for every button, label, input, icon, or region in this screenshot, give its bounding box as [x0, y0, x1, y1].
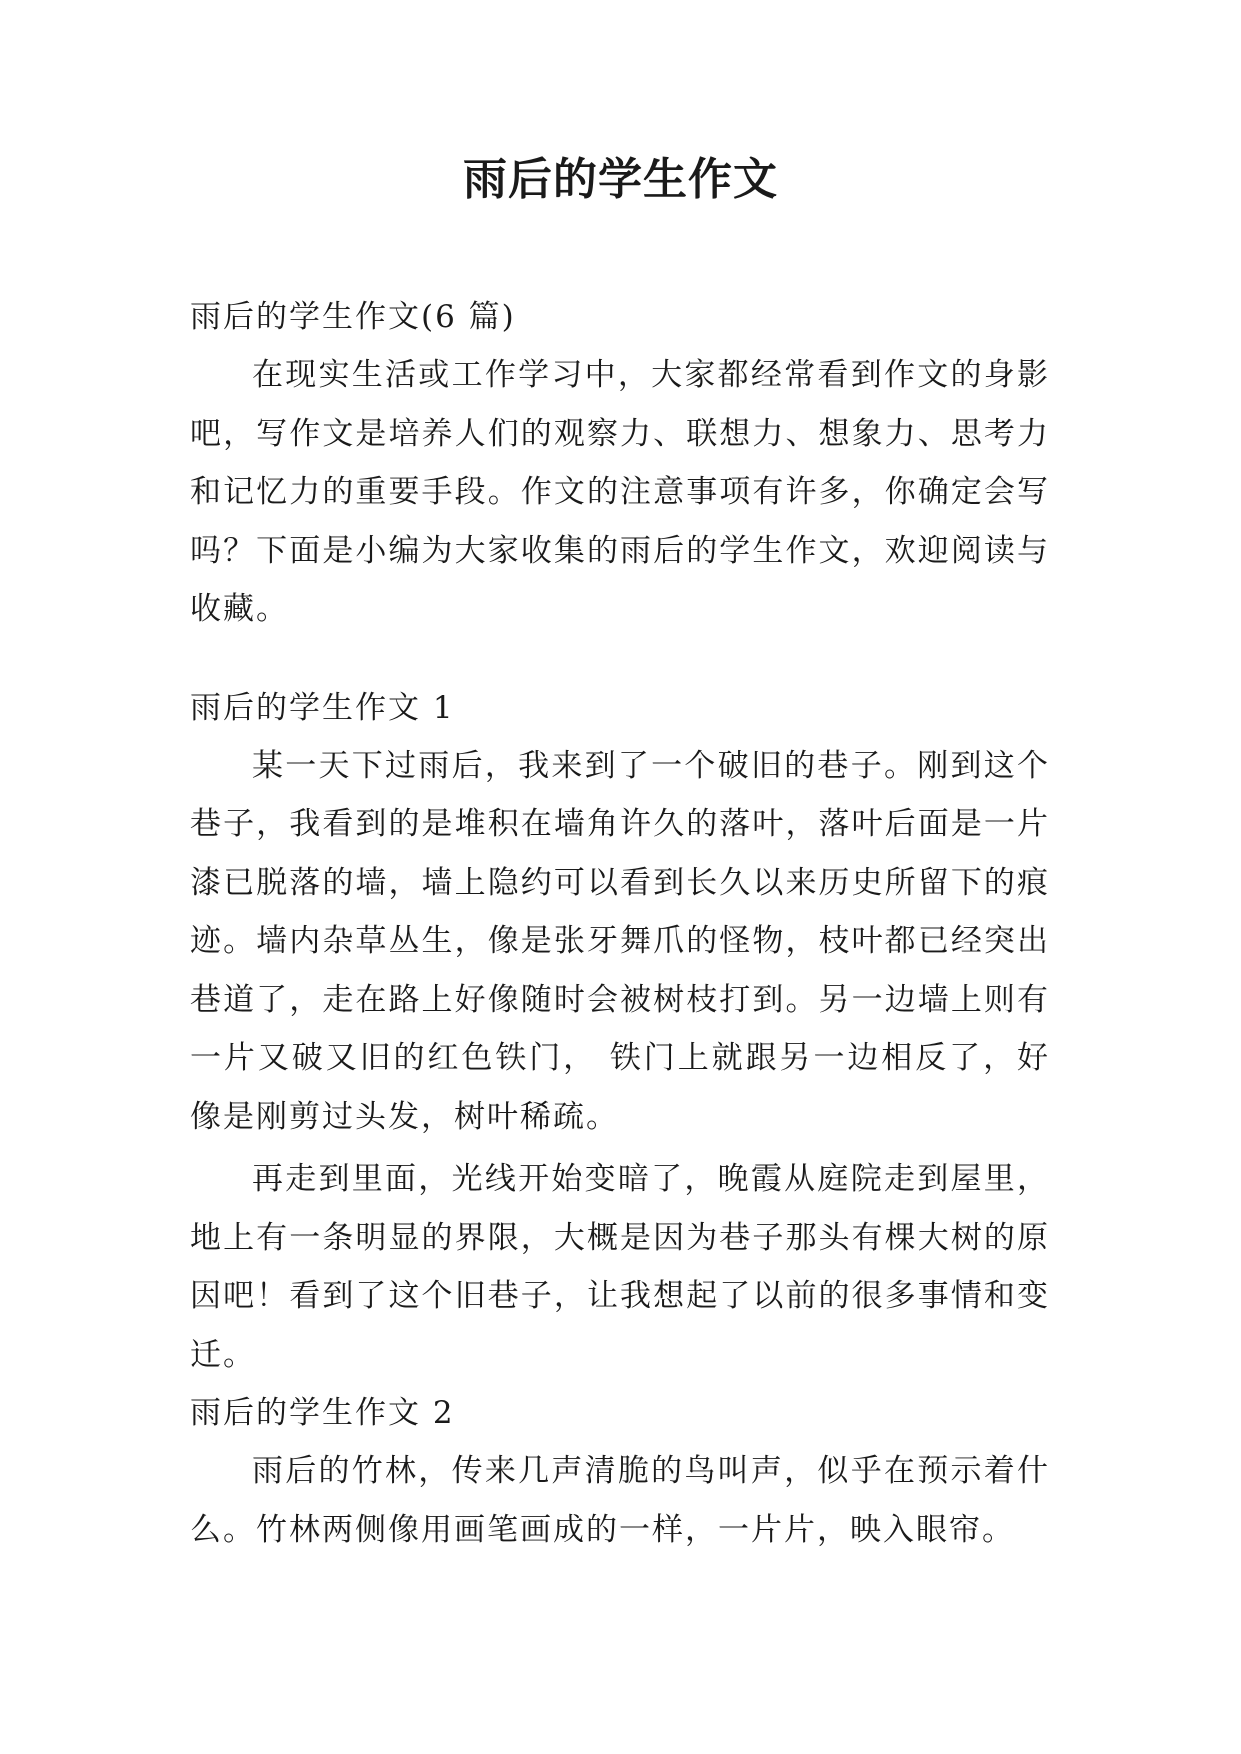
- section-spacer: [190, 639, 1050, 679]
- essay-2-paragraph-1: 雨后的竹林，传来几声清脆的鸟叫声，似乎在预示着什么。竹林两侧像用画笔画成的一样，一片片，映入眼帘。: [190, 1453, 1050, 1548]
- essay-2-heading: 雨后的学生作文 2: [190, 1395, 455, 1431]
- essay-1-heading: 雨后的学生作文 1: [190, 689, 455, 726]
- document-title: 雨后的学生作文: [463, 154, 778, 205]
- document-body: [190, 288, 1050, 1559]
- essay-1-paragraph-1: 某一天下过雨后，我来到了一个破旧的巷子。刚到这个巷子，我看到的是堆积在墙角许久的落叶，落叶后面是一片漆已脱落的墙，墙上隐约可以看到长久以来历史所留下的痕迹。墙内杂草丛生，像是张牙舞爪的怪物，枝叶都已经突出巷道了，走在路上好像随时会被树枝打到。另一边墙上则有一片又破又旧的红色铁门， 铁门上就跟另一边相反了，好像是刚剪过头发，树叶稀疏。: [190, 747, 1050, 1135]
- essay-1-paragraph-2: 再走到里面，光线开始变暗了，晚霞从庭院走到屋里，地上有一条明显的界限，大概是因为巷子那头有棵大树的原因吧！看到了这个旧巷子，让我想起了以前的很多事情和变迁。: [190, 1161, 1050, 1373]
- subtitle: 雨后的学生作文(6 篇): [190, 299, 516, 335]
- intro-paragraph: 在现实生活或工作学习中，大家都经常看到作文的身影吧，写作文是培养人们的观察力、联想力、想象力、思考力和记忆力的重要手段。作文的注意事项有许多，你确定会写吗？下面是小编为大家收集的雨后的学生作文，欢迎阅读与收藏。: [190, 357, 1050, 627]
